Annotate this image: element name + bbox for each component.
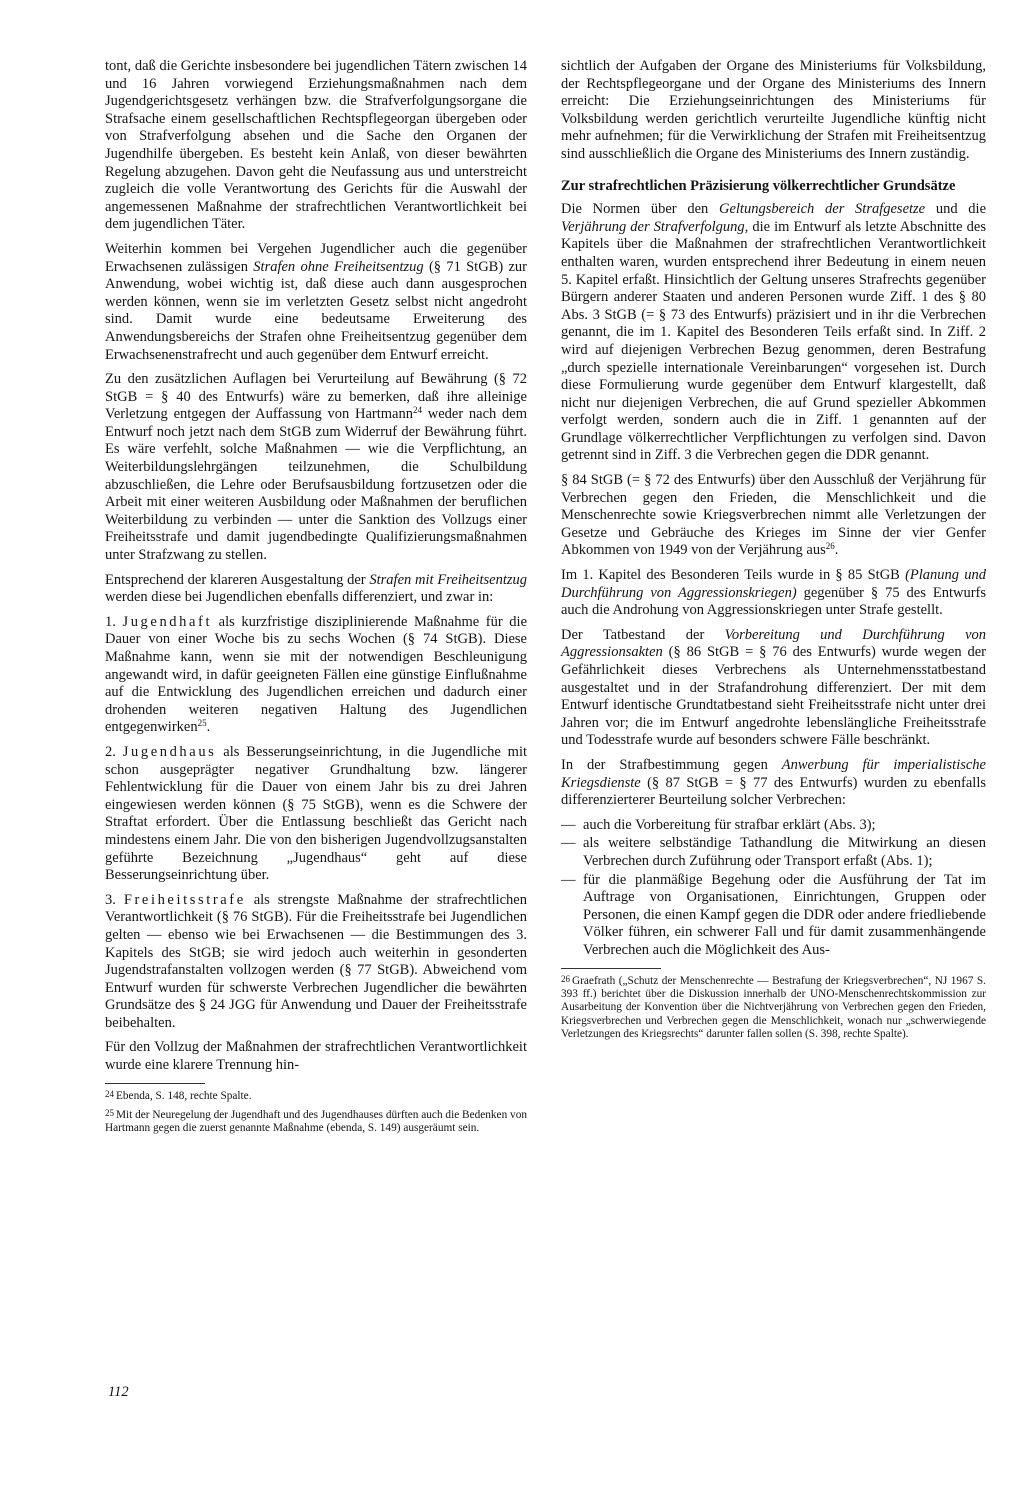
left-column <box>105 58 527 1140</box>
emphasis-verjaehrung: Verjährung der Strafverfolgung, <box>561 218 749 235</box>
spaced-term-freiheitsstrafe: Freiheitsstrafe <box>123 891 246 908</box>
list-item: — auch die Vorbereitung für strafbar erklärt (Abs. 3); <box>561 816 876 833</box>
spaced-term-jugendhaus: Jugendhaus <box>122 743 217 760</box>
paragraph-85-stgb: Im 1. Kapitel des Besonderen Teils wurde in § 85 StGB (Planung und Durchführung von Aggressionskriegen) gegenüber § 75 des Entwurfs auch die Androhung von Aggressionskriegen unter Strafe gestellt. <box>561 567 986 619</box>
emphasis-strafen-ohne-freiheitsentzug: Strafen ohne Freiheitsentzug <box>253 258 424 275</box>
paragraph-3: Zu den zusätzlichen Auflagen bei Verurteilung auf Bewährung (§ 72 StGB = § 40 des Entwurfs) wäre zu bemerken, daß ihre alleinige Verletzung entgegen der Auffassung von Hartmann$^{24}$ weder nach dem Entwurf noch jetzt nach dem StGB zum Widerruf der Bewährung führt. Es wäre verfehlt, solche Maßnahmen — wie die Verpflichtung, an Weiterbildungslehrgängen teilzunehmen, die Schulbildung abzuschließen, die Lehre oder Berufsausbildung fortzusetzen oder die Arbeit mit einer weiteren Ausbildung oder Maßnahmen der beruflichen Weiterbildung zu verbinden — unter die Sanktion des Vollzugs einer Freiheitsstrafe und damit jugendbedingte Qualifizierungsmaßnahmen unter Strafzwang zu stellen. <box>105 371 527 564</box>
footnote-ref-24: 24 <box>412 405 422 416</box>
footnote-26: 26 Graefrath („Schutz der Menschenrechte — Bestrafung der Kriegsverbrechen“, NJ 1967 S. 393 ff.) berichtet über die Diskussion innerhalb der UNO-Menschenrechtskommission zur Ausarbeitung der Konvention über die Nichtverjährung von Verbrechen gegen den Frieden, Kriegsverbrechen und Verbrechen gegen die Menschlichkeit, wonach nur „schwerwiegende Verletzungen des Kriegsrechts“ darunter fallen sollen (S. 398, rechte Spalte). <box>561 973 986 1041</box>
spaced-term-jugendhaft: Jugendhaft <box>122 613 213 630</box>
emphasis-anwerbung: Anwerbung für imperialistische Kriegsdienste <box>561 756 986 791</box>
footnote-separator <box>561 968 661 969</box>
list-item: — für die planmäßige Begehung oder die Ausführung der Tat im Auftrage von Organisationen, Einrichtungen, Gruppen oder Personen, die einen Kampf gegen die DDR oder andere friedliebende Völker führen, ein schwerer Fall und für damit zusammenhängende Verbrechen auch die Möglichkeit des Aus- <box>561 871 986 958</box>
paragraph-geltungsbereich: Die Normen über den Geltungsbereich der Strafgesetze und die Verjährung der Strafverfolgung, die im Entwurf als letzte Abschnitte des Kapitels über die Maßnahmen der strafrechtlichen Verantwortlichkeit enthalten waren, wurden entsprechend ihrer Bedeutung in einem neuen 5. Kapitel erfaßt. Hinsichtlich der Geltung unseres Strafrechts gegenüber Bürgern anderer Staaten und anderen Personen wurde Ziff. 1 des § 80 Abs. 3 StGB (= § 73 des Entwurfs) präzisiert und in ihr die Verbrechen genannt, die im 1. Kapitel des Besonderen Teils erfaßt sind. In Ziff. 2 wird auf diejenigen Verbrechen Bezug genommen, deren Bestrafung „durch spezielle internationale Vereinbarungen“ vorgesehen ist. Durch diese Formulierung wurde gegenüber dem Entwurf klargestellt, daß nicht nur diejenigen Verbrechen, die auf Grund spezieller Abkommen verfolgt werden, sondern auch die in Ziff. 1 genannten auf der Grundlage völkerrechtlicher Verpflichtungen zu verfolgen sind. Davon getrennt sind in Ziff. 3 die Verbrechen gegen die DDR genannt. <box>561 201 987 464</box>
paragraph-continued: sichtlich der Aufgaben der Organe des Ministeriums für Volksbildung, der Rechtspflegeorgane und der Organe des Ministeriums des Innern erreicht: Die Erziehungseinrichtungen des Ministeriums für Volksbildung werden gerichtlich verurteilte Jugendliche künftig nicht mehr aufnehmen; für die Verwirklichung der Strafen mit Freiheitsentzug sind ausschließlich die Organe des Ministeriums des Innern zuständig. <box>561 58 986 162</box>
paragraph-4: Entsprechend der klareren Ausgestaltung der Strafen mit Freiheitsentzug werden diese bei Jugendlichen ebenfalls differenziert, und zwar in: <box>105 571 527 606</box>
emphasis-geltungsbereich: Geltungsbereich der Strafgesetze <box>719 201 926 218</box>
list-item-freiheitsstrafe: 3. Freiheitsstrafe als strengste Maßnahme der strafrechtlichen Verantwortlichkeit (§ 76 StGB). Für die Freiheitsstrafe bei Jugendlichen gelten — ebenso wie bei Erwachsenen — die Bestimmungen des 3. Kapitels des StGB; sie wird jedoch auch weiterhin in gesonderten Jugendstrafanstalten vollzogen werden (§ 77 StGB). Abweichend vom Entwurf wurden für schwerste Verbrechen Jugendlicher die bewährten Grundsätze des § 24 JGG für Anwendung und Dauer der Freiheitsstrafe beibehalten. <box>105 891 527 1031</box>
page-number: 112 <box>108 1384 129 1400</box>
paragraph-2: Weiterhin kommen bei Vergehen Jugendlicher auch die gegenüber Erwachsenen zulässigen Strafen ohne Freiheitsentzug (§ 71 StGB) zur Anwendung, wobei wichtig ist, daß diese auch dann ausgesprochen werden können, wenn sie im verletzten Gesetz selbst nicht angedroht sind. Damit wurde eine bedeutsame Erweiterung des Anwendungsbereichs der Strafen ohne Freiheitsentzug gegenüber dem Erwachsenenstrafrecht und auch gegenüber dem Entwurf erreicht. <box>105 240 527 363</box>
right-column <box>561 58 986 1046</box>
emphasis-strafen-mit-freiheitsentzug: Strafen mit Freiheitsentzug <box>369 571 527 588</box>
list-item: — als weitere selbständige Tathandlung die Mitwirkung an diesen Verbrechen durch Zuführung oder Transport erfaßt (Abs. 1); <box>561 835 986 869</box>
emphasis-aggressionskriege: (Planung und Durchführung von Aggressionskriegen) <box>561 567 986 601</box>
footnote-ref-26: 26 <box>825 541 835 552</box>
paragraph-8: Für den Vollzug der Maßnahmen der strafrechtlichen Verantwortlichkeit wurde eine klarere Trennung hin- <box>105 1039 527 1074</box>
emphasis-aggressionsakte: Vorbereitung und Durchführung von Aggressionsakten <box>561 626 987 661</box>
dash-bullet: — <box>561 816 576 833</box>
list-item-jugendhaus: 2. Jugendhaus als Besserungseinrichtung, in die Jugendliche mit schon ausgeprägter negativer Grundhaltung bzw. längerer Fehlentwicklung für die Dauer von einem Jahr bis zu drei Jahren eingewiesen werden können (§ 75 StGB), wenn es die Schwere der Straftat erfordert. Über die Entlassung beschließt das Gericht nach mindestens einem Jahr. Die von den bisherigen Jugendvollzugsanstalten geführte Bezeichnung „Jugendhaus“ geht auf diese Besserungseinrichtung über. <box>105 743 528 884</box>
footnote-separator <box>105 1083 205 1084</box>
dash-list <box>561 817 986 960</box>
list-item-jugendhaft: 1. Jugendhaft als kurzfristige disziplinierende Maßnahme für die Dauer von einer Woche bis zu sechs Wochen (§ 74 StGB). Diese Maßnahme kann, wenn sie mit der notwendigen Beschleunigung angewandt wird, in dafür geeigneten Fällen eine günstige Einflußnahme auf die Entwicklung des Jugendlichen erreichen und dadurch einer drohenden weiteren negativen Haltung des Jugendlichen entgegenwirken$^{25}$. <box>105 613 528 736</box>
footnote-24: 24 Ebenda, S. 148, rechte Spalte. <box>105 1088 252 1102</box>
section-heading: Zur strafrechtlichen Präzisierung völkerrechtlicher Grundsätze <box>561 177 956 194</box>
dash-bullet: — <box>561 871 576 888</box>
paragraph-87-stgb: In der Strafbestimmung gegen Anwerbung für imperialistische Kriegsdienste (§ 87 StGB = § 77 des Entwurfs) wurden zu ebenfalls differenzierterer Beurteilung solcher Verbrechen: <box>561 756 986 809</box>
footnote-ref-25: 25 <box>197 718 207 729</box>
paragraph-86-stgb: Der Tatbestand der Vorbereitung und Durchführung von Aggressionsakten (§ 86 StGB = § 76 des Entwurfs) wurde wegen der Gefährlichkeit dieses Verbrechens als Unternehmensstatbestand ausgestaltet und in der Strafandrohung differenziert. Der mit dem Entwurf identische Grundtatbestand sieht Freiheitsstrafe nicht unter drei Jahren vor; die im Entwurf angedrohte lebenslängliche Freiheitsstrafe und Todesstrafe wurde auf besonders schwere Fälle beschränkt. <box>561 626 987 749</box>
paragraph-1: tont, daß die Gerichte insbesondere bei jugendlichen Tätern zwischen 14 und 16 Jahren vorwiegend Erziehungsmaßnahmen nach dem Jugendgerichtsgesetz verhängen bzw. die Strafverfolgungsorgane die Strafsache einem gesellschaftlichen Rechtspflegeorgan übergeben oder von Strafverfolgung absehen und die Sache den Organen der Jugendhilfe übergeben. Es besteht kein Anlaß, von dieser bewährten Regelung abzugehen. Davon geht die Neufassung aus und unterstreicht zugleich die volle Verantwortung des Gerichts für die Auswahl der angemessenen Maßnahme der strafrechtlichen Verantwortlichkeit bei dem jugendlichen Täter. <box>105 58 527 233</box>
dash-bullet: — <box>561 835 576 852</box>
footnote-25: 25 Mit der Neuregelung der Jugendhaft und des Jugendhauses dürften auch die Bedenken von Hartmann gegen die zuerst genannte Maßnahme (ebenda, S. 149) ausgeräumt sein. <box>105 1108 527 1135</box>
paragraph-84-stgb: § 84 StGB (= § 72 des Entwurfs) über den Ausschluß der Verjährung für Verbrechen gegen den Frieden, die Menschlichkeit und die Menschenrechte sowie Kriegsverbrechen nimmt alle Verletzungen der Gesetze und Gebräuche des Krieges im Sinne der vier Genfer Abkommen von 1949 von der Verjährung aus$^{26}$. <box>561 472 986 559</box>
